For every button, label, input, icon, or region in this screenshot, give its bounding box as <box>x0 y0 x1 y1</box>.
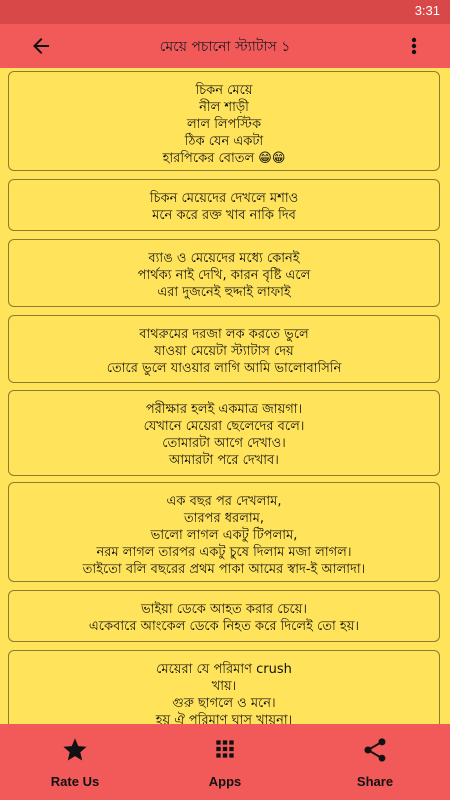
status-bar <box>0 0 450 24</box>
card-line: যেখানে মেয়েরা ছেলেদের বলে। <box>143 419 305 434</box>
card-line: পার্থক্য নাই দেখি, কারন বৃষ্টি এলে <box>137 268 311 283</box>
card-line: চিকন মেয়ে <box>195 83 253 98</box>
apps-button[interactable] <box>150 724 300 800</box>
card-line: বাথরুমের দরজা লক করতে ভুলে <box>139 327 309 342</box>
card-line: আমারটা পরে দেখাব। <box>169 453 279 468</box>
card-line: লাল লিপস্টিক <box>186 117 262 132</box>
app-bar <box>0 24 450 68</box>
share-button[interactable] <box>300 724 450 800</box>
card-line: ভাইয়া ডেকে আহত করার চেয়ে। <box>140 602 308 617</box>
status-card[interactable] <box>8 390 440 476</box>
card-line: এরা দুজনেই হুদ্দাই লাফাই <box>157 285 291 300</box>
star-icon <box>61 736 89 764</box>
card-line: একেবারে আংকেল ডেকে নিহত করে দিলেই তো হয়। <box>88 619 360 634</box>
card-line: ব্যাঙ ও মেয়েদের মধ্যে কোনই <box>148 251 300 266</box>
card-line: পরীক্ষার হলই একমাত্র জায়গা। <box>145 402 303 417</box>
card-line: হারপিকের বোতল 😁😁 <box>162 151 286 166</box>
card-line: নীল শাড়ী <box>199 100 249 115</box>
card-line: মেয়েরা যে পরিমাণ crush <box>156 662 292 677</box>
card-line: যাওয়া মেয়েটা স্ট্যাটাস দেয় <box>154 344 294 359</box>
page-title: মেয়ে পচানো স্ট্যাটাস ১ <box>159 39 291 55</box>
status-time: 3:31 <box>414 3 440 18</box>
card-line: এক বছর পর দেখলাম, <box>166 494 282 509</box>
status-list[interactable] <box>0 68 450 724</box>
rate-us-button[interactable] <box>0 724 150 800</box>
card-line: তোরে ভুলে যাওয়ার লাগি আমি ভালোবাসিনি <box>106 361 342 376</box>
card-line: নরম লাগল তারপর একটু চুষে দিলাম মজা লাগল। <box>96 545 352 560</box>
status-card[interactable] <box>8 590 440 642</box>
card-line: মনে করে রক্ত খাব নাকি দিব <box>152 208 296 223</box>
status-card[interactable] <box>8 482 440 582</box>
card-line: গুরু ছাগলে ও মনে। <box>172 696 276 711</box>
more-vert-icon <box>408 34 420 58</box>
rate-us-label: Rate Us <box>50 774 100 789</box>
status-card[interactable] <box>8 239 440 307</box>
status-card[interactable] <box>8 71 440 171</box>
card-line: ভালো লাগল একটু টিপলাম, <box>150 528 298 543</box>
share-icon <box>361 736 389 764</box>
more-options-button[interactable] <box>408 34 420 58</box>
status-card[interactable] <box>8 315 440 383</box>
share-label: Share <box>356 774 394 789</box>
card-line: খায়। <box>211 679 237 694</box>
apps-label: Apps <box>208 774 242 789</box>
card-line: ঠিক যেন একটা <box>184 134 264 149</box>
card-line: তোমারটা আগে দেখাও। <box>162 436 286 451</box>
card-line: তারপর ধরলাম, <box>183 511 265 526</box>
card-line: তাইতো বলি বছরের প্রথম পাকা আমের স্বাদ-ই আলাদা। <box>82 562 366 577</box>
status-card[interactable] <box>8 650 440 724</box>
card-line: চিকন মেয়েদের দেখলে মশাও <box>149 191 299 206</box>
card-line: হয় ঐ পরিমাণ ঘাস খায়না। <box>155 713 293 724</box>
status-card[interactable] <box>8 179 440 231</box>
apps-grid-icon <box>212 736 238 762</box>
bottom-navigation <box>0 724 450 800</box>
